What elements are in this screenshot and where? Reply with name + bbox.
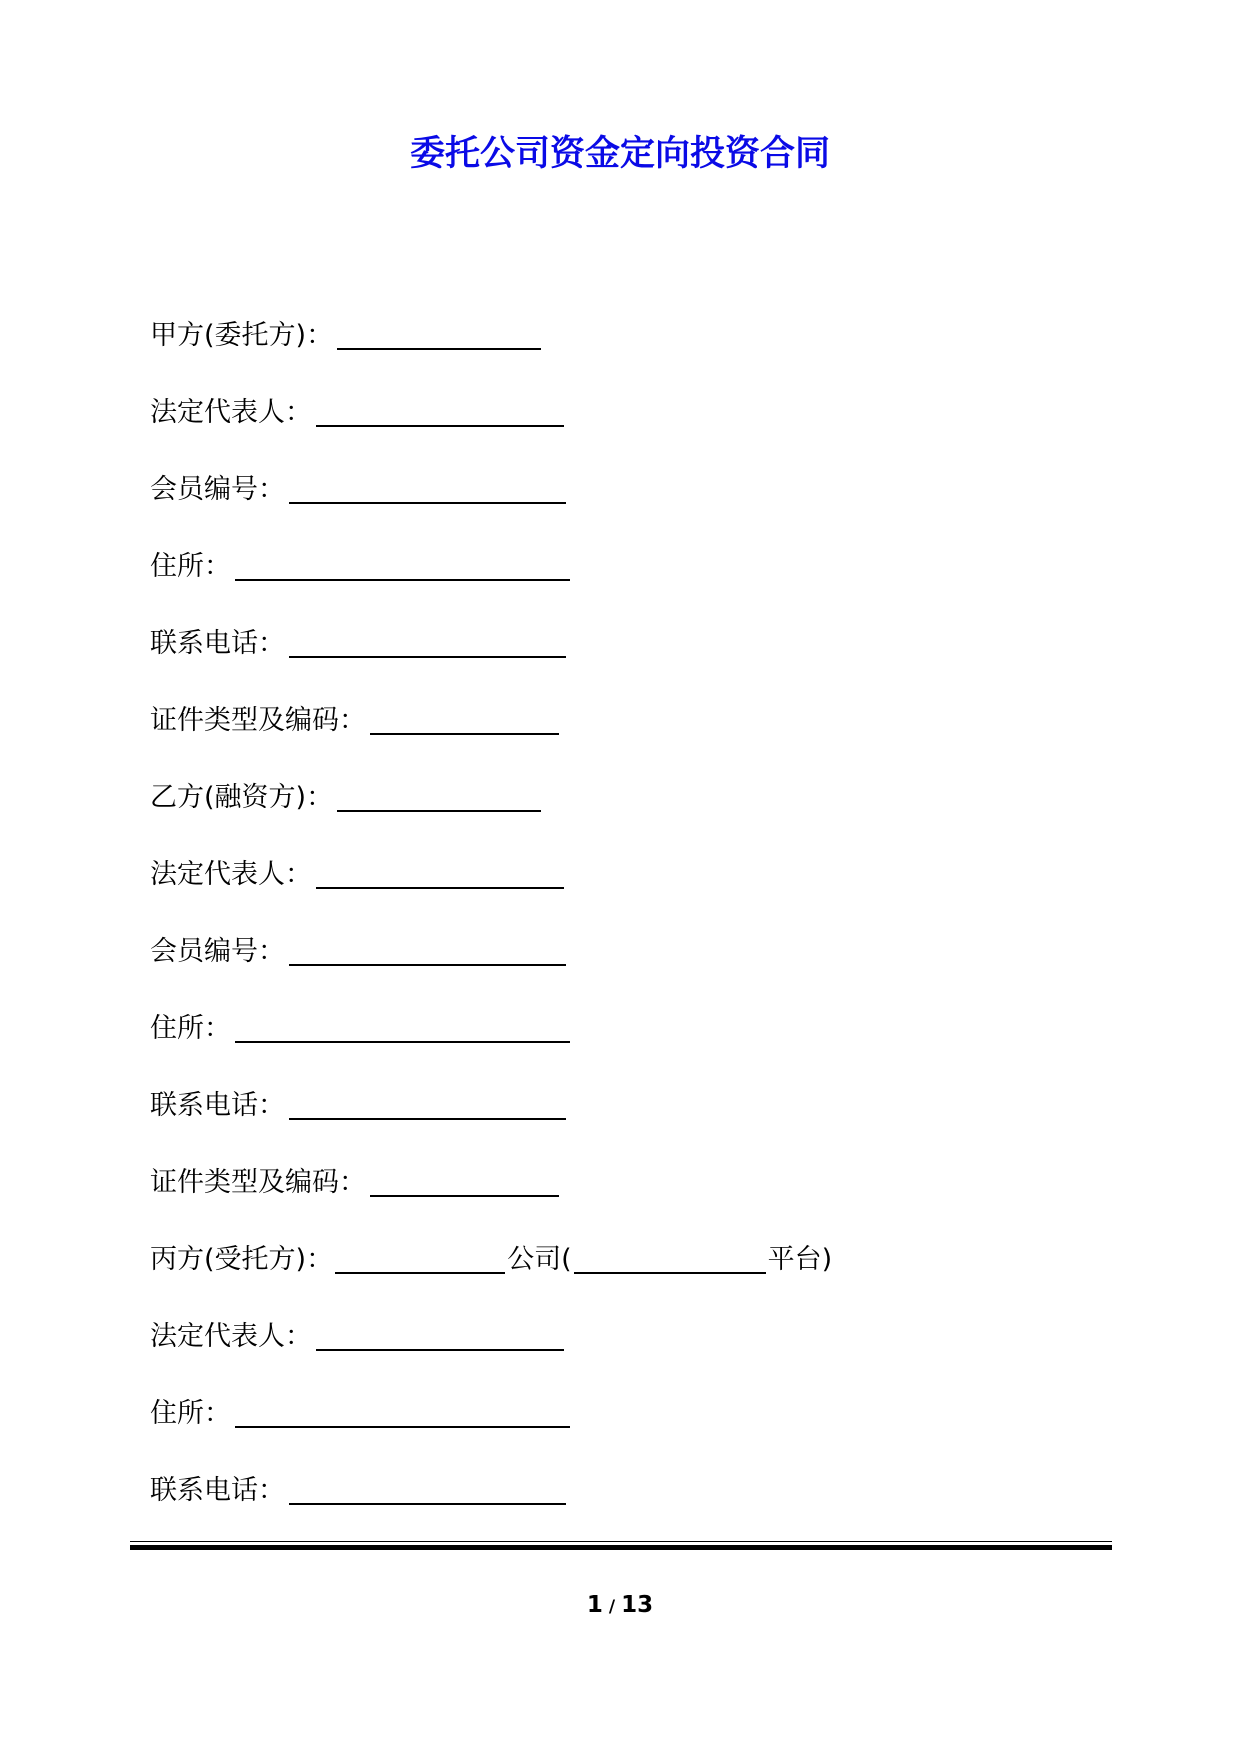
field-label: 丙方(受托方)： <box>150 1244 334 1275</box>
field-label: 联系电话： <box>150 1475 285 1506</box>
field-label: 住所： <box>150 551 231 582</box>
party-c-platform-blank[interactable] <box>574 1244 766 1274</box>
party-a-legal-rep-blank[interactable] <box>316 397 564 427</box>
party-a-id-type-blank[interactable] <box>370 705 559 735</box>
party-b-phone-field <box>150 1084 566 1128</box>
field-label: 联系电话： <box>150 1090 285 1121</box>
field-label: 法定代表人： <box>150 397 312 428</box>
field-label: 法定代表人： <box>150 859 312 890</box>
party-b-field <box>150 776 541 820</box>
party-c-phone-field <box>150 1469 566 1513</box>
party-b-address-field <box>150 1007 570 1051</box>
field-label: 联系电话： <box>150 628 285 659</box>
party-a-member-id-field <box>150 468 566 512</box>
footer-divider-thick <box>130 1545 1112 1550</box>
page-separator: / <box>608 1597 616 1617</box>
page-current: 1 <box>586 1592 603 1618</box>
party-a-id-type-field <box>150 699 559 743</box>
party-b-legal-rep-field <box>150 853 564 897</box>
field-label: 住所： <box>150 1013 231 1044</box>
party-b-id-type-field <box>150 1161 559 1205</box>
field-label: 甲方(委托方)： <box>150 320 334 351</box>
party-a-phone-blank[interactable] <box>289 628 566 658</box>
party-a-address-field <box>150 545 570 589</box>
platform-label: 平台) <box>767 1244 833 1275</box>
party-b-address-blank[interactable] <box>235 1013 570 1043</box>
party-b-blank[interactable] <box>337 782 541 812</box>
party-a-blank[interactable] <box>337 320 541 350</box>
party-a-legal-rep-field <box>150 391 564 435</box>
company-label: 公司( <box>507 1244 572 1275</box>
party-a-field <box>150 314 541 358</box>
footer-divider-thin <box>130 1541 1112 1542</box>
party-c-address-field <box>150 1392 570 1436</box>
party-c-legal-rep-field <box>150 1315 564 1359</box>
party-c-phone-blank[interactable] <box>289 1475 566 1505</box>
page-number <box>0 1590 1240 1622</box>
field-label: 乙方(融资方)： <box>150 782 334 813</box>
party-a-address-blank[interactable] <box>235 551 570 581</box>
party-c-field <box>150 1238 832 1282</box>
field-label: 证件类型及编码： <box>150 705 366 736</box>
document-title: 委托公司资金定向投资合同 <box>409 134 830 174</box>
field-label: 证件类型及编码： <box>150 1167 366 1198</box>
party-c-legal-rep-blank[interactable] <box>316 1321 564 1351</box>
party-a-phone-field <box>150 622 566 666</box>
party-b-id-type-blank[interactable] <box>370 1167 559 1197</box>
field-label: 法定代表人： <box>150 1321 312 1352</box>
party-c-company-blank[interactable] <box>335 1244 505 1274</box>
party-a-member-id-blank[interactable] <box>289 474 566 504</box>
party-b-legal-rep-blank[interactable] <box>316 859 564 889</box>
field-label: 会员编号： <box>150 936 285 967</box>
party-b-member-id-blank[interactable] <box>289 936 566 966</box>
page-total: 13 <box>621 1592 654 1618</box>
field-label: 会员编号： <box>150 474 285 505</box>
party-b-member-id-field <box>150 930 566 974</box>
party-c-address-blank[interactable] <box>235 1398 570 1428</box>
field-label: 住所： <box>150 1398 231 1429</box>
party-b-phone-blank[interactable] <box>289 1090 566 1120</box>
